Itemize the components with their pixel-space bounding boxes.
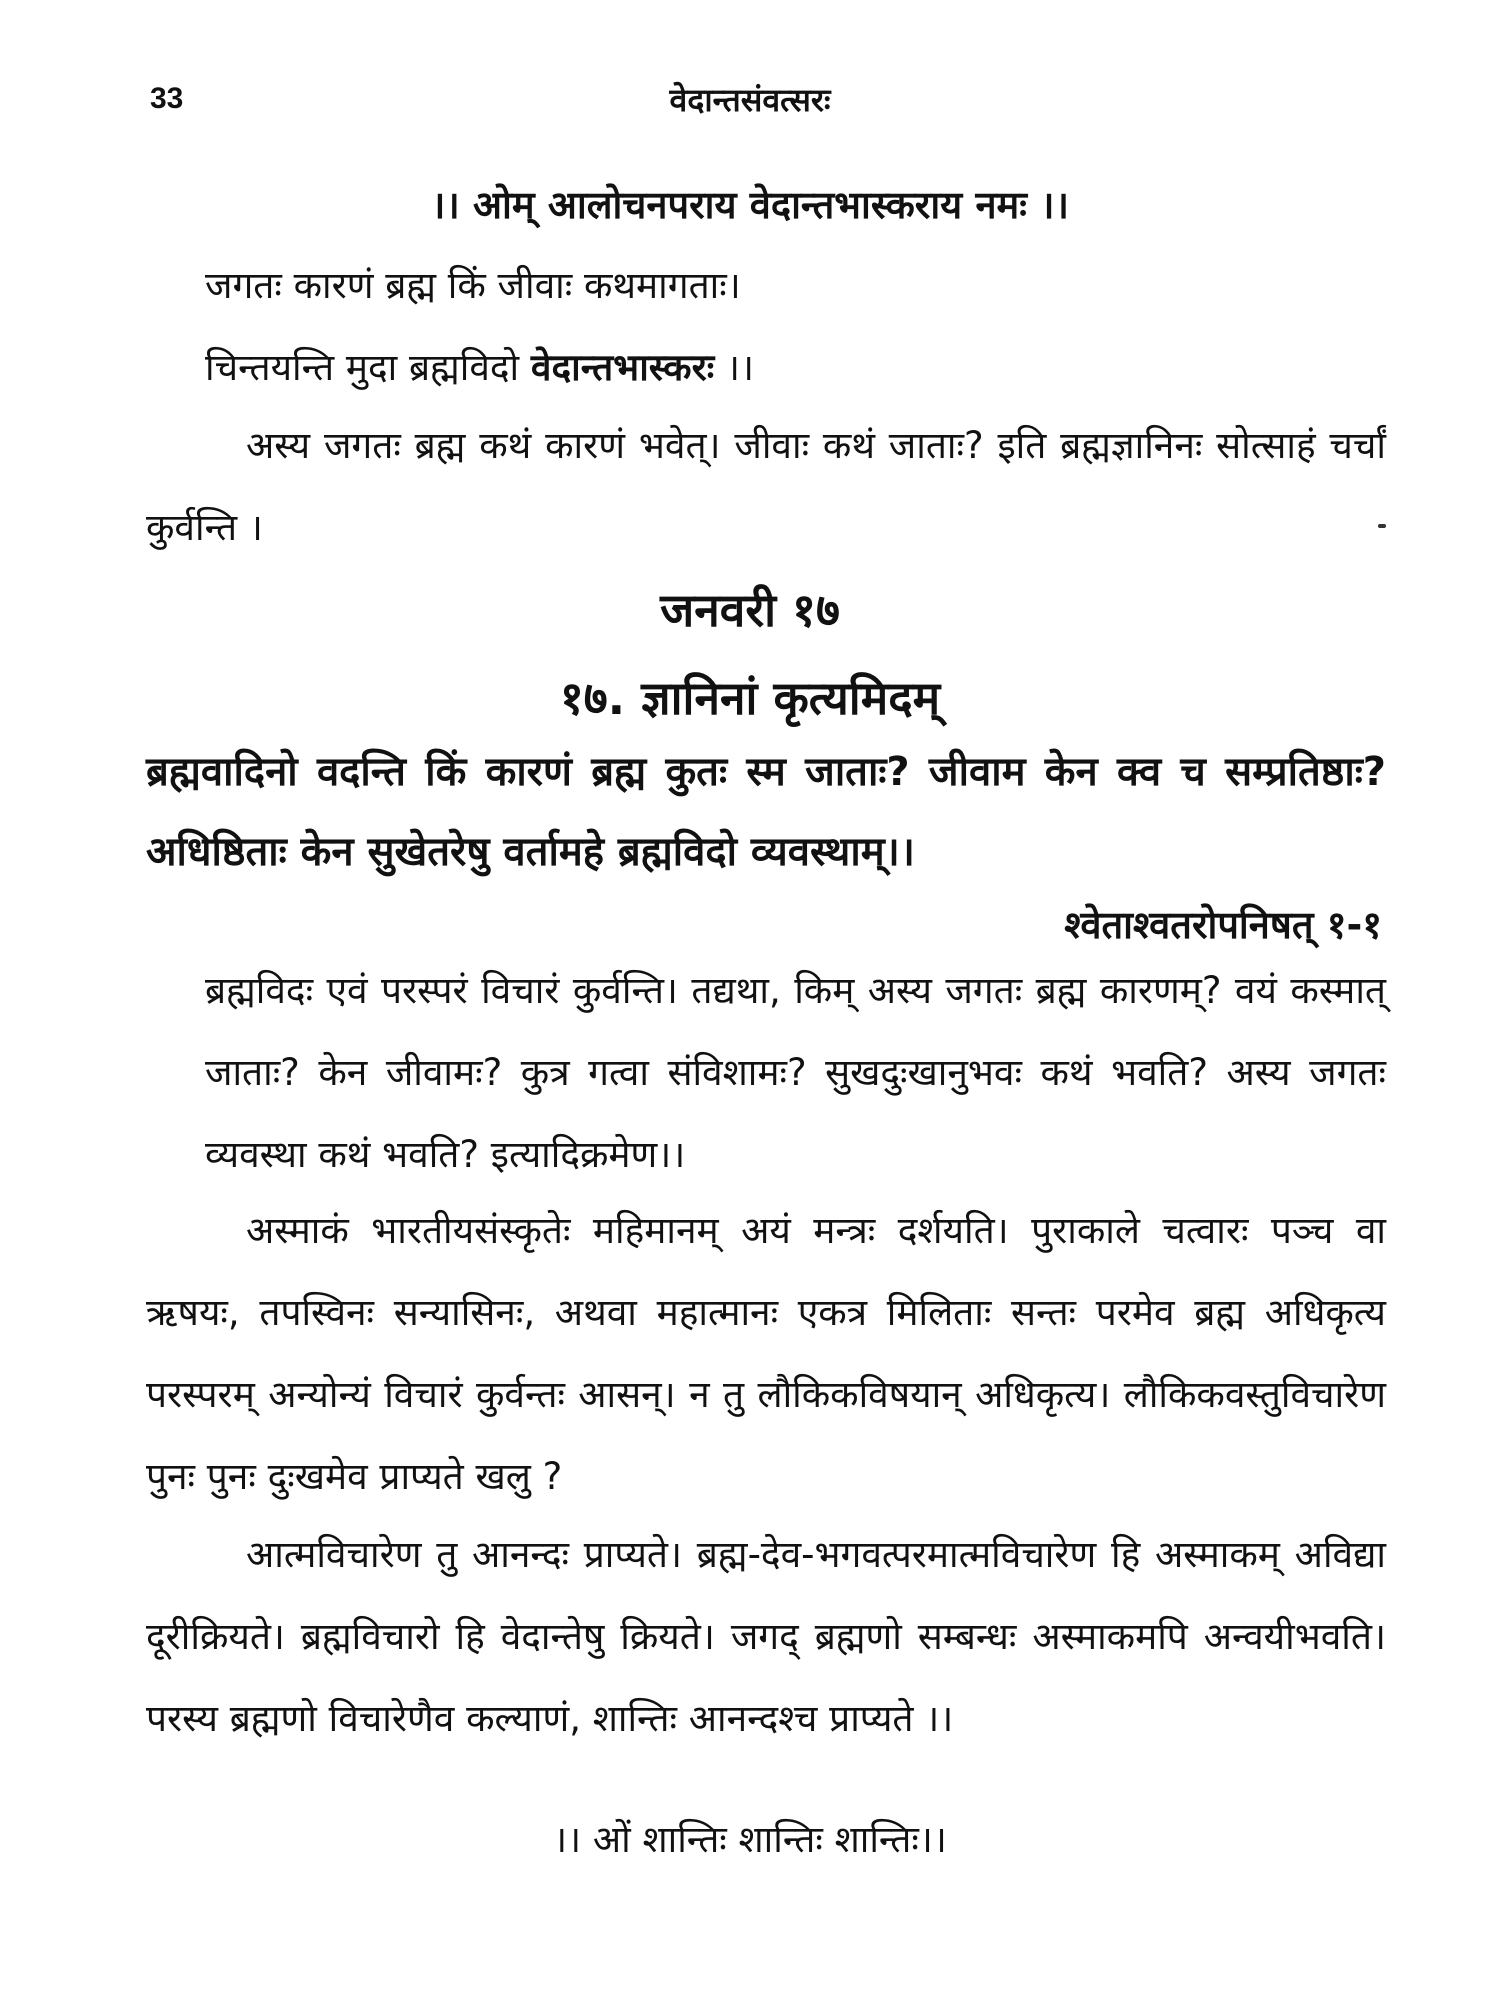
mantra-source: श्वेताश्वतरोपनिषत् १-१ [1064, 903, 1382, 947]
verse-line-2 [205, 340, 754, 391]
intro-paragraph: अस्य जगतः ब्रह्म कथं कारणं भवेत्। जीवाः कथं जाताः? इति ब्रह्मज्ञानिनः सोत्साहं चर्चां कुर्वन्ति । [146, 424, 1386, 549]
commentary-paragraph-3: आत्मविचारेण तु आनन्दः प्राप्यते। ब्रह्म-देव-भगवत्परमात्मविचारेण हि अस्माकम् अविद्या दूरीक्रियते। ब्रह्मविचारो हि वेदान्तेषु क्रियते। जगद् ब्रह्मणो सम्बन्धः अस्माकमपि अन्वयीभवति। परस्य ब्रह्मणो विचारेणैव कल्याणं, शान्तिः आनन्दश्च प्राप्यते ।। [146, 1533, 1386, 1740]
verse-line-2-end: ।। [714, 346, 755, 389]
running-title: वेदान्तसंवत्सरः [669, 81, 831, 119]
verse-line-2-text: चिन्तयन्ति मुदा ब्रह्मविदो [205, 346, 531, 389]
section-title: १७. ज्ञानिनां कृत्यमिदम् [559, 671, 941, 725]
date-heading: जनवरी १७ [660, 583, 840, 637]
print-speck [1378, 524, 1386, 528]
page-number: 33 [150, 82, 184, 115]
closing-shanti: ।। ओं शान्तिः शान्तिः शान्तिः।। [553, 1818, 947, 1861]
commentary-paragraph-1: ब्रह्मविदः एवं परस्परं विचारं कुर्वन्ति। तद्यथा, किम् अस्य जगतः ब्रह्म कारणम्? वयं कस्मात् जाताः? केन जीवामः? कुत्र गत्वा संविशामः? सुखदुःखानुभवः कथं भवति? अस्य जगतः व्यवस्था कथं भवति? इत्यादिक्रमेण।। [205, 969, 1386, 1176]
mantra-text: ब्रह्मवादिनो वदन्ति किं कारणं ब्रह्म कुतः स्म जाताः? जीवाम केन क्व च सम्प्रतिष्ठाः? अधिष्ठिताः केन सुखेतरेषु वर्तामहे ब्रह्मविदो व्यवस्थाम्।। [146, 749, 1386, 875]
verse-line-2-bold: वेदान्तभास्करः [530, 346, 715, 389]
invocation: ।। ओम् आलोचनपराय वेदान्तभास्कराय नमः ।। [431, 183, 1069, 227]
verse-line-1: जगतः कारणं ब्रह्म किं जीवाः कथमागताः। [205, 264, 741, 307]
commentary-paragraph-2: अस्माकं भारतीयसंस्कृतेः महिमानम् अयं मन्त्रः दर्शयति। पुराकाले चत्वारः पञ्च वा ऋषयः, तपस्विनः सन्यासिनः, अथवा महात्मानः एकत्र मिलिताः सन्तः परमेव ब्रह्म अधिकृत्य परस्परम् अन्योन्यं विचारं कुर्वन्तः आसन्। न तु लौकिकविषयान् अधिकृत्य। लौकिकवस्तुविचारेण पुनः पुनः दुःखमेव प्राप्यते खलु ? [146, 1209, 1386, 1498]
